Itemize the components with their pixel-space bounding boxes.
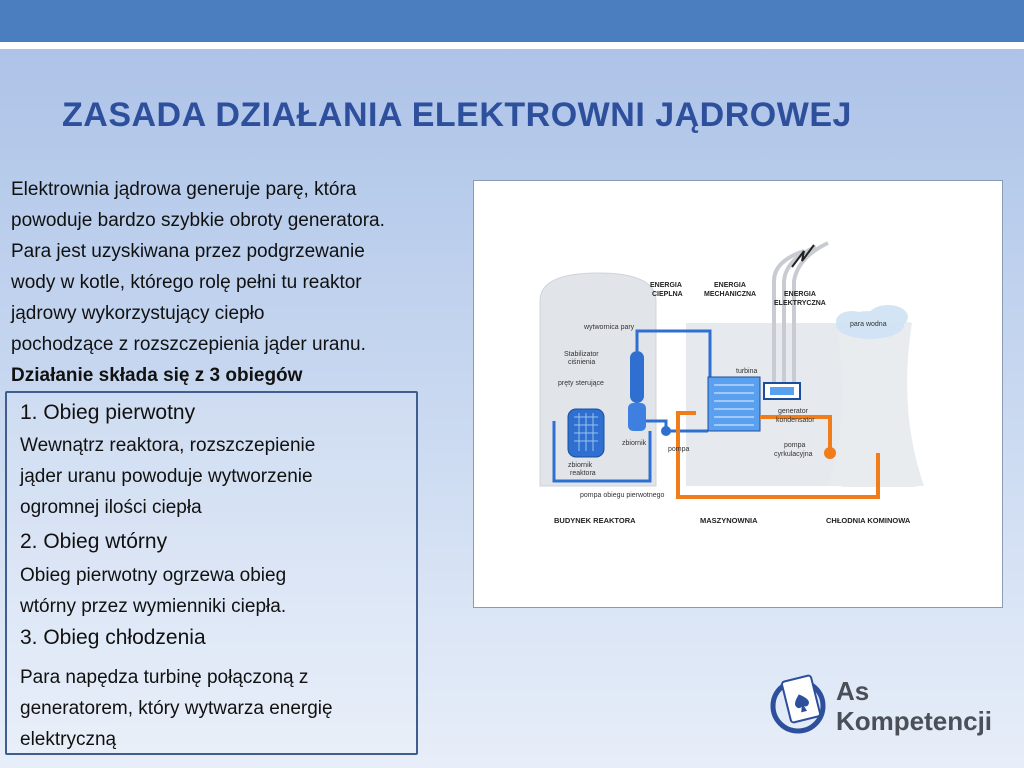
cycle-line: wtórny przez wymienniki ciepła. [20, 596, 287, 617]
as-kompetencji-logo [770, 672, 1000, 744]
pressurizer-label: ciśnienia [568, 359, 596, 366]
cycle-line: Obieg pierwotny ogrzewa obieg [20, 565, 287, 586]
logo-line-1: As [836, 676, 870, 706]
slide-title: ZASADA DZIAŁANIA ELEKTROWNI JĄDROWEJ [62, 96, 852, 134]
cycles-box [5, 391, 418, 755]
intro-line: wody w kotle, którego rolę pełni tu reaktor [11, 272, 362, 293]
energy-thermal-label: ENERGIA [650, 282, 682, 289]
intro-text [11, 174, 481, 391]
engine-room-label: MASZYNOWNIA [700, 516, 758, 525]
pump-label: pompa [668, 446, 690, 453]
pump-icon [661, 426, 671, 436]
top-accent-bar [0, 0, 1024, 42]
cycle-line: elektryczną [20, 729, 117, 750]
pressurizer-label: Stabilizator [564, 351, 599, 358]
cycle-3-description [20, 662, 412, 755]
energy-mechanical-label: MECHANICZNA [704, 291, 757, 298]
cycle-1-description [20, 430, 412, 523]
intro-line: pochodzące z rozszczepienia jąder uranu. [11, 334, 366, 355]
reactor-building-label: BUDYNEK REAKTORA [554, 516, 636, 525]
circulation-pump-icon [824, 447, 836, 459]
cycle-2-description [20, 560, 412, 622]
energy-thermal-label: CIEPLNA [652, 291, 683, 298]
energy-electric-label: ENERGIA [784, 291, 816, 298]
cooling-tower-label: CHŁODNIA KOMINOWA [826, 516, 911, 525]
logo-line-2: Kompetencji [836, 706, 993, 736]
energy-labels [650, 282, 826, 307]
cycle-3-title: 3. Obieg chłodzenia [20, 626, 206, 649]
cycle-2-title: 2. Obieg wtórny [20, 530, 168, 553]
intro-line: Elektrownia jądrowa generuje parę, która [11, 179, 357, 200]
intro-line: jądrowy wykorzystujący ciepło [11, 303, 265, 324]
energy-electric-label: ELEKTRYCZNA [774, 300, 826, 307]
generator-label: kondensator [776, 417, 815, 424]
cycle-line: Wewnątrz reaktora, rozszczepienie [20, 435, 316, 456]
top-divider [0, 42, 1024, 49]
intro-line: Para jest uzyskiwana przez podgrzewanie [11, 241, 365, 262]
cycle-1-title: 1. Obieg pierwotny [20, 401, 196, 424]
pressurizer [630, 351, 644, 403]
steam-generator-label: wytwornica pary [584, 324, 635, 331]
circ-pump-label: pompa [784, 442, 806, 449]
section-labels [554, 516, 911, 525]
generator-label: generator [778, 408, 808, 415]
reactor-vessel-label: reaktora [570, 470, 596, 477]
power-plant-diagram [473, 180, 1003, 608]
water-vapor-label: para wodna [850, 321, 887, 328]
cycle-line: jąder uranu powoduje wytworzenie [20, 466, 313, 487]
steam-generator-tank [628, 403, 646, 431]
intro-bold-line: Działanie składa się z 3 obiegów [11, 365, 303, 386]
tank-label: zbiornik [622, 440, 647, 447]
cycle-line: Para napędza turbinę połączoną z [20, 667, 309, 688]
turbine-label: turbina [736, 368, 758, 375]
circ-pump-label: cyrkulacyjna [774, 451, 813, 458]
cycle-line: generatorem, który wytwarza energię [20, 698, 333, 719]
logo-text [836, 676, 992, 736]
diagram-svg [474, 181, 1002, 607]
control-rods-label: pręty sterujące [558, 380, 604, 387]
reactor-vessel-label: zbiornik [568, 462, 593, 469]
cycle-line: ogromnej ilości ciepła [20, 497, 202, 518]
generator-core [770, 387, 794, 395]
primary-pump-label: pompa obiegu pierwotnego [580, 492, 665, 499]
intro-line: powoduje bardzo szybkie obroty generatora. [11, 210, 385, 231]
energy-mechanical-label: ENERGIA [714, 282, 746, 289]
logo-icon [770, 672, 830, 734]
